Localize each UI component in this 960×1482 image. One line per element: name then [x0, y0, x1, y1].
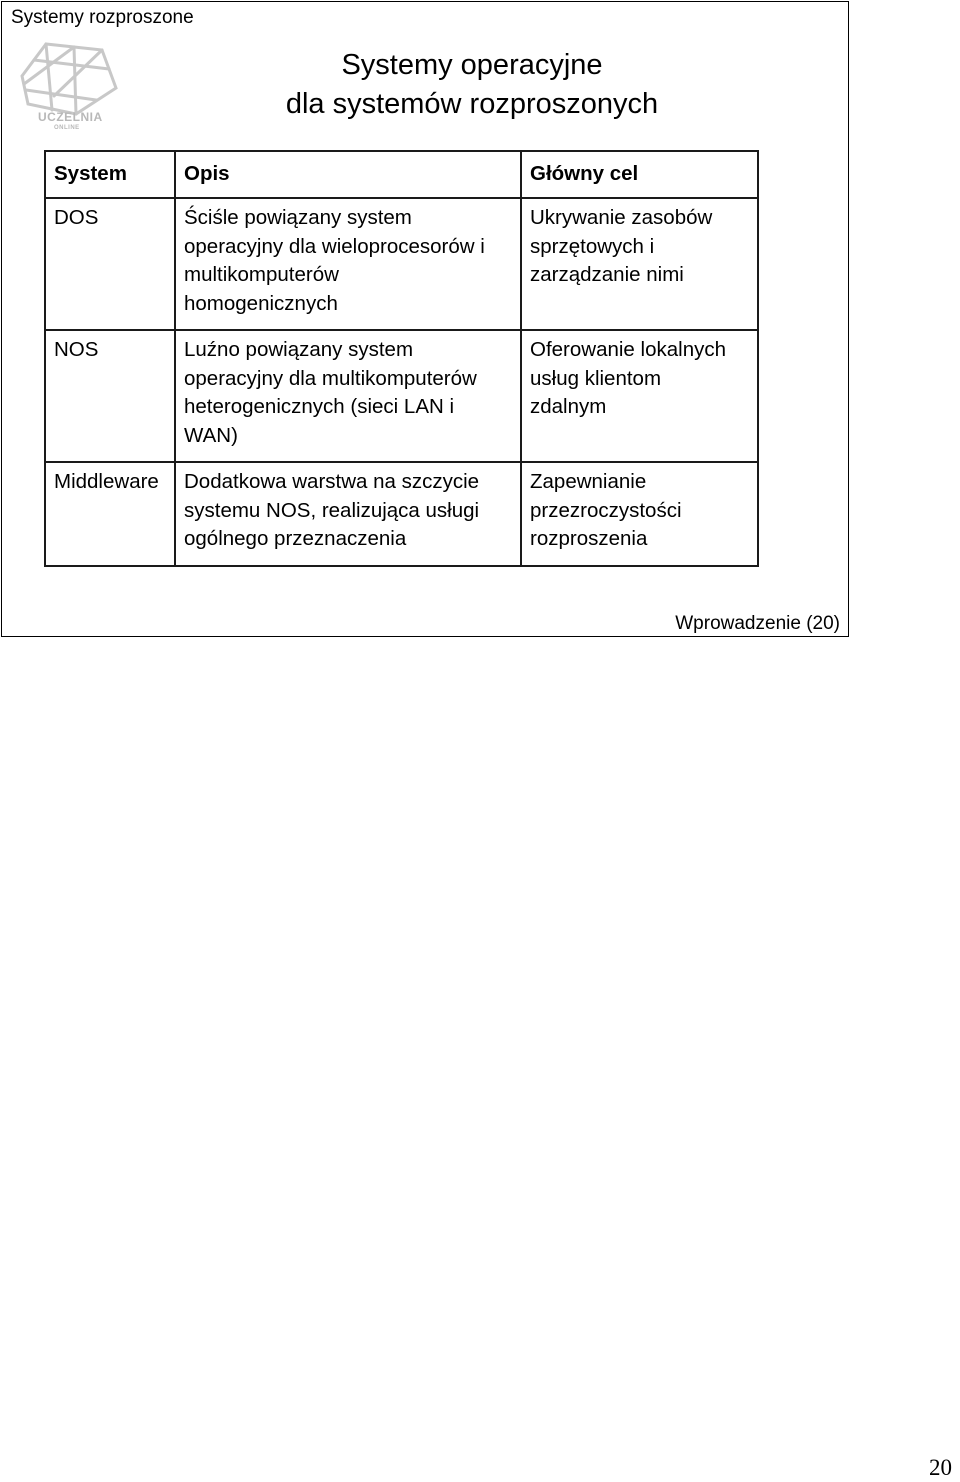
- table-row: [45, 198, 758, 330]
- cell-line: Zapewnianie: [530, 470, 647, 493]
- cell-line: operacyjny dla wieloprocesorów i: [184, 234, 485, 258]
- slide-title-line-2: dla systemów rozproszonych: [285, 88, 659, 120]
- table-row: [45, 330, 758, 462]
- cell-line: ogólnego przeznaczenia: [184, 527, 407, 550]
- cell-line: sprzętowych i: [530, 234, 655, 258]
- cell-line: Ściśle powiązany system: [184, 206, 412, 229]
- logo-subtext: ONLINE: [54, 125, 80, 131]
- cell-line: Luźno powiązany system: [184, 338, 414, 361]
- cell-line: usług klientom: [530, 366, 662, 390]
- cell-line: rozproszenia: [530, 527, 648, 550]
- cell-system: DOS: [45, 198, 175, 330]
- slide-footer-label: Wprowadzenie (20): [675, 613, 840, 634]
- cell-line: zdalnym: [530, 395, 607, 418]
- table-row: [45, 462, 758, 566]
- page-number: 20: [929, 1455, 952, 1480]
- cell-line: systemu NOS, realizująca usługi: [184, 498, 480, 522]
- table-header-row: [45, 151, 758, 198]
- slide: [1, 1, 849, 637]
- slide-header-label: Systemy rozproszone: [11, 7, 194, 28]
- cell-system: NOS: [45, 330, 175, 462]
- cell-line: Oferowanie lokalnych: [530, 338, 726, 361]
- university-logo: [14, 36, 124, 136]
- column-header-system: System: [45, 151, 175, 198]
- cell-opis: [175, 330, 521, 462]
- cell-line: operacyjny dla multikomputerów: [184, 366, 477, 390]
- cell-line: przezroczystości: [530, 498, 682, 522]
- cell-line: WAN): [184, 423, 238, 447]
- slide-title: [162, 46, 782, 124]
- cell-line: Dodatkowa warstwa na szczycie: [184, 470, 480, 493]
- cell-line: Ukrywanie zasobów: [530, 206, 713, 229]
- cell-line: zarządzanie nimi: [530, 263, 684, 286]
- cell-line: heterogenicznych (sieci LAN i: [184, 395, 455, 418]
- cell-glowny-cel: [521, 330, 758, 462]
- os-comparison-table: [44, 150, 759, 567]
- cell-glowny-cel: [521, 462, 758, 566]
- cell-line: multikomputerów: [184, 263, 339, 286]
- column-header-opis: Opis: [175, 151, 521, 198]
- cell-system: Middleware: [45, 462, 175, 566]
- cell-line: homogenicznych: [184, 291, 338, 315]
- cell-glowny-cel: [521, 198, 758, 330]
- cell-opis: [175, 462, 521, 566]
- logo-wordmark: UCZELNIA: [38, 110, 103, 124]
- column-header-glowny-cel: Główny cel: [521, 151, 758, 198]
- slide-title-line-1: Systemy operacyjne: [341, 49, 603, 81]
- cell-opis: [175, 198, 521, 330]
